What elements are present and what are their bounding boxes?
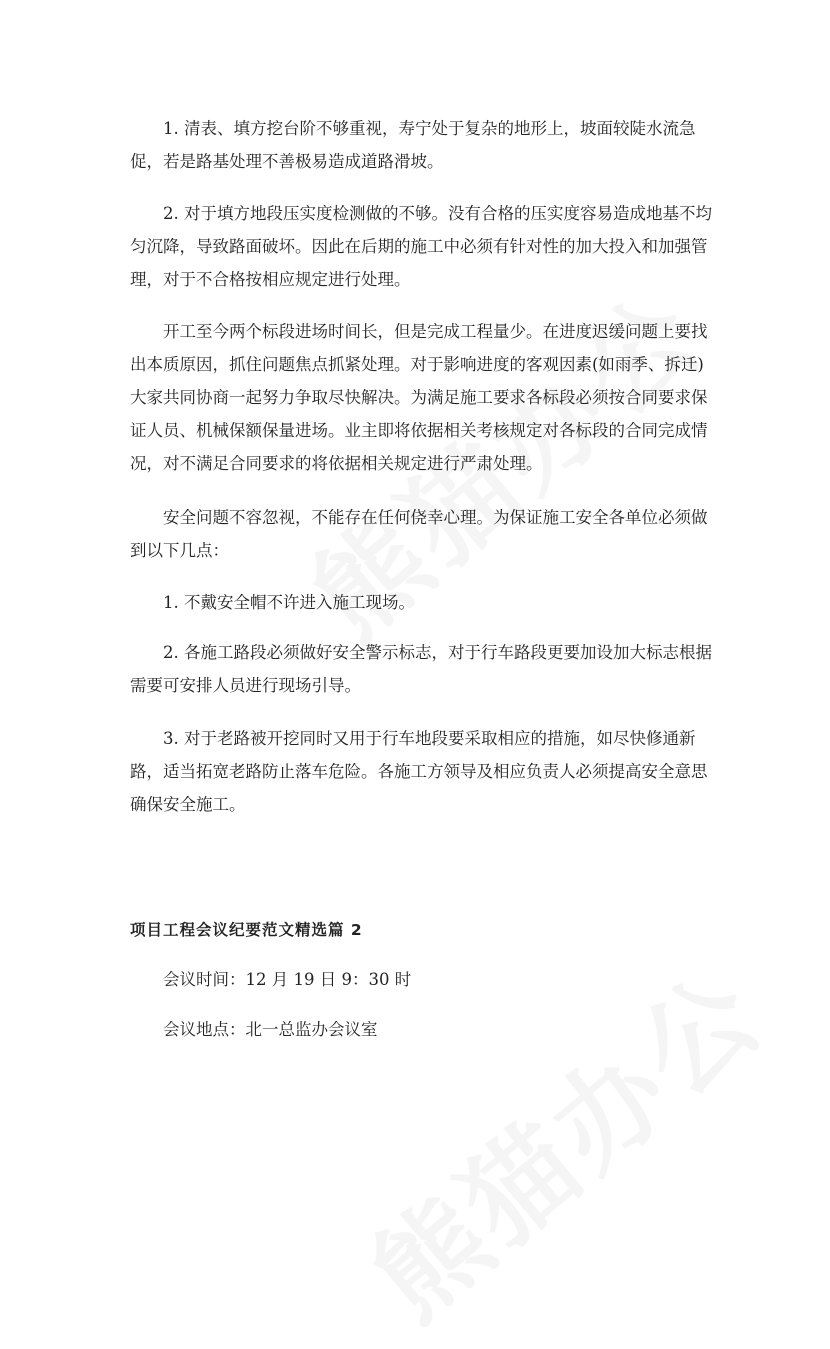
paragraph-7: 3. 对于老路被开挖同时又用于行车地段要采取相应的措施，如尽快修通新路，适当拓宽老路防止落车危险。各施工方领导及相应负责人必须提高安全意思确保安全施工。 [130, 729, 708, 814]
paragraph-6: 2. 各施工路段必须做好安全警示标志，对于行车路段更要加设加大标志根据需要可安排人员进行现场引导。 [130, 643, 712, 695]
meeting-place: 会议地点：北一总监办会议室 [163, 1020, 378, 1039]
paragraph-2: 2. 对于填方地段压实度检测做的不够。没有合格的压实度容易造成地基不均匀沉降，导致路面破坏。因此在后期的施工中必须有针对性的加大投入和加强管理，对于不合格按相应规定进行处理。 [130, 204, 712, 289]
meeting-time: 会议时间：12 月 19 日 9：30 时 [163, 970, 412, 989]
section-heading: 项目工程会议纪要范文精选篇 2 [130, 921, 363, 939]
paragraph-3: 开工至今两个标段进场时间长，但是完成工程量少。在进度迟缓问题上要找出本质原因，抓住问题焦点抓紧处理。对于影响进度的客观因素(如雨季、拆迁)大家共同协商一起努力争取尽快解决。为满足施工要求各标段必须按合同要求保证人员、机械保额保量进场。业主即将依据相关考核规定对各标段的合同完成情况，对不满足合同要求的将依据相关规定进行严肃处理。 [130, 322, 708, 473]
paragraph-5: 1. 不戴安全帽不许进入施工现场。 [163, 593, 415, 612]
paragraph-1: 1. 清表、填方挖台阶不够重视，寿宁处于复杂的地形上，坡面较陡水流急促，若是路基处理不善极易造成道路滑坡。 [130, 119, 696, 171]
paragraph-4: 安全问题不容忽视，不能存在任何侥幸心理。为保证施工安全各单位必须做到以下几点： [130, 508, 708, 560]
